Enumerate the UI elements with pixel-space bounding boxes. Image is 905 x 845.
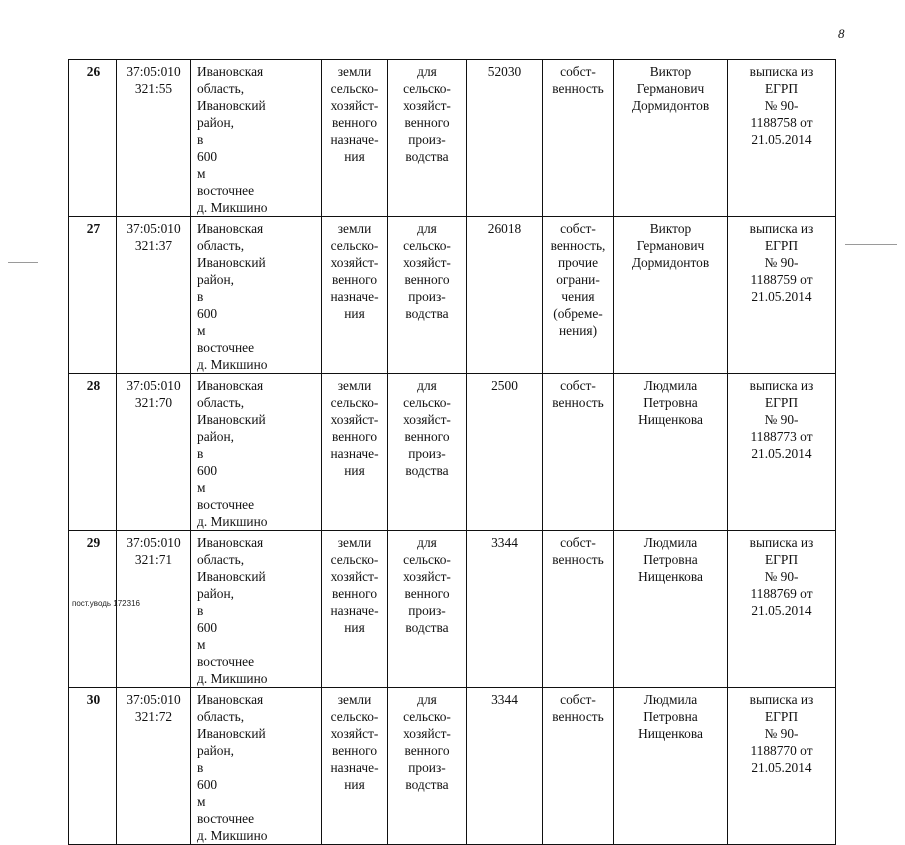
area-cell: [467, 531, 543, 688]
right-type-line: прочие: [557, 255, 599, 270]
land-category-line: назначе-: [330, 446, 379, 461]
land-registry-table: [68, 59, 836, 845]
land-category-line: сельско-: [330, 238, 379, 253]
registry-document-line: № 90-: [764, 412, 799, 427]
table-row: [69, 217, 836, 374]
address-cell: [191, 531, 322, 688]
registry-document-cell: [728, 374, 836, 531]
registry-document-line: 1188769 от: [750, 586, 813, 601]
owner-name-line: Петровна: [643, 395, 698, 410]
address-line: д. Микшино: [197, 514, 268, 529]
permitted-use-cell: [388, 217, 467, 374]
right-type-cell: [543, 688, 614, 845]
row-number: 27: [86, 221, 101, 236]
owner-name-line: Виктор: [649, 221, 692, 236]
land-category-line: сельско-: [330, 81, 379, 96]
land-category-line: венного: [331, 429, 378, 444]
registry-document-line: ЕГРП: [764, 552, 799, 567]
land-category-line: хозяйст-: [330, 726, 379, 741]
registry-document-line: выписка из: [749, 64, 814, 79]
land-category-line: венного: [331, 586, 378, 601]
address-line: район, в 600 м: [197, 429, 235, 495]
right-type-line: собст-: [560, 64, 596, 79]
cadastral-number-line: 321:70: [134, 395, 173, 410]
right-type-line: венность: [552, 709, 604, 724]
cadastral-number-line: 37:05:010: [126, 221, 181, 236]
land-category-line: ния: [344, 777, 365, 792]
cadastral-number-cell: [117, 688, 191, 845]
owner-name-cell: [614, 217, 728, 374]
permitted-use-line: водства: [405, 149, 449, 164]
registry-document-cell: [728, 60, 836, 217]
cadastral-number-line: 37:05:010: [126, 64, 181, 79]
right-type-line: собст-: [560, 221, 596, 236]
owner-name-line: Нищенкова: [638, 726, 703, 741]
area-cell: [467, 217, 543, 374]
land-category-line: хозяйст-: [330, 569, 379, 584]
right-type-line: (обреме-: [553, 306, 603, 321]
row-number-cell: [69, 688, 117, 845]
address-line: Ивановская: [197, 692, 264, 707]
address-line: район, в 600 м: [197, 115, 235, 181]
area-cell: [467, 688, 543, 845]
owner-name-line: Германович: [636, 238, 705, 253]
area: 3344: [491, 692, 518, 707]
address-line: район, в 600 м: [197, 272, 235, 338]
scan-artifact: [8, 262, 38, 263]
address-line: район, в 600 м: [197, 743, 235, 809]
address-cell: [191, 688, 322, 845]
right-type-cell: [543, 60, 614, 217]
cadastral-number-line: 37:05:010: [126, 378, 181, 393]
permitted-use-line: сельско-: [403, 552, 451, 567]
table-row: [69, 688, 836, 845]
permitted-use-line: сельско-: [403, 238, 451, 253]
permitted-use-line: водства: [405, 777, 449, 792]
permitted-use-cell: [388, 688, 467, 845]
owner-name-line: Нищенкова: [638, 412, 703, 427]
land-category-line: ния: [344, 149, 365, 164]
area: 52030: [487, 64, 522, 79]
permitted-use-line: для: [417, 221, 437, 236]
land-category-cell: [322, 374, 388, 531]
owner-name-line: Виктор: [649, 64, 692, 79]
registry-document-line: № 90-: [764, 255, 799, 270]
row-number-cell: [69, 374, 117, 531]
owner-name-cell: [614, 531, 728, 688]
area: 2500: [491, 378, 518, 393]
registry-document-line: 21.05.2014: [751, 760, 812, 775]
permitted-use-line: хозяйст-: [403, 726, 451, 741]
right-type-line: нения): [558, 323, 598, 338]
address-cell: [191, 60, 322, 217]
row-number-cell: [69, 60, 117, 217]
right-type-line: ограни-: [556, 272, 600, 287]
address-line: Ивановская: [197, 535, 264, 550]
owner-name-line: Нищенкова: [638, 569, 703, 584]
address-line: область,: [197, 81, 245, 96]
row-number: 30: [86, 692, 101, 707]
cadastral-number-line: 37:05:010: [126, 535, 181, 550]
permitted-use-line: произ-: [408, 760, 446, 775]
cadastral-number-cell: [117, 60, 191, 217]
row-number: 29: [86, 535, 101, 550]
right-type-line: собст-: [560, 692, 596, 707]
permitted-use-line: венного: [404, 429, 450, 444]
permitted-use-line: произ-: [408, 446, 446, 461]
land-category-line: земли: [337, 64, 372, 79]
cadastral-number-line: 321:72: [134, 709, 173, 724]
address-line: восточнее: [197, 497, 255, 512]
permitted-use-line: венного: [404, 743, 450, 758]
right-type-line: собст-: [560, 378, 596, 393]
address-cell: [191, 374, 322, 531]
permitted-use-line: произ-: [408, 603, 446, 618]
registry-document-line: 21.05.2014: [751, 132, 812, 147]
owner-name-line: Германович: [636, 81, 705, 96]
address-line: Ивановский: [197, 726, 266, 741]
registry-document-line: ЕГРП: [764, 238, 799, 253]
right-type-cell: [543, 217, 614, 374]
registry-document-line: 21.05.2014: [751, 289, 812, 304]
land-category-line: венного: [331, 115, 378, 130]
table-row: [69, 60, 836, 217]
address-line: область,: [197, 709, 245, 724]
land-category-line: назначе-: [330, 132, 379, 147]
owner-name-line: Петровна: [643, 709, 698, 724]
registry-document-cell: [728, 688, 836, 845]
cadastral-number-line: 321:55: [134, 81, 173, 96]
registry-document-line: выписка из: [749, 378, 814, 393]
permitted-use-line: для: [417, 378, 437, 393]
permitted-use-line: венного: [404, 586, 450, 601]
registry-document-line: 1188759 от: [750, 272, 813, 287]
address-line: восточнее: [197, 811, 255, 826]
owner-name-cell: [614, 688, 728, 845]
address-line: Ивановская: [197, 221, 264, 236]
permitted-use-line: водства: [405, 620, 449, 635]
permitted-use-line: водства: [405, 463, 449, 478]
land-category-line: сельско-: [330, 552, 379, 567]
scan-artifact: [845, 244, 897, 245]
right-type-line: венность: [552, 395, 604, 410]
table-body: [69, 60, 836, 845]
registry-document-line: выписка из: [749, 221, 814, 236]
right-type-line: венность: [552, 552, 604, 567]
owner-name-cell: [614, 374, 728, 531]
cadastral-number-line: 321:71: [134, 552, 173, 567]
address-line: Ивановский: [197, 98, 266, 113]
right-type-line: венность: [552, 81, 604, 96]
row-number-cell: [69, 531, 117, 688]
address-line: д. Микшино: [197, 200, 268, 215]
address-line: д. Микшино: [197, 828, 268, 843]
owner-name-line: Людмила: [643, 535, 698, 550]
permitted-use-line: хозяйст-: [403, 412, 451, 427]
permitted-use-line: водства: [405, 306, 449, 321]
address-line: область,: [197, 238, 245, 253]
address-line: Ивановский: [197, 569, 266, 584]
cadastral-number-line: 321:37: [134, 238, 173, 253]
land-category-line: земли: [337, 535, 372, 550]
land-category-cell: [322, 531, 388, 688]
land-category-line: хозяйст-: [330, 412, 379, 427]
land-category-line: венного: [331, 272, 378, 287]
permitted-use-line: венного: [404, 272, 450, 287]
area: 26018: [487, 221, 522, 236]
address-line: Ивановский: [197, 412, 266, 427]
row-number: 28: [86, 378, 101, 393]
land-category-line: хозяйст-: [330, 98, 379, 113]
land-category-line: земли: [337, 221, 372, 236]
address-cell: [191, 217, 322, 374]
permitted-use-cell: [388, 531, 467, 688]
owner-name-line: Людмила: [643, 692, 698, 707]
footer-stamp: пост.уводь 172316: [72, 599, 140, 608]
right-type-line: собст-: [560, 535, 596, 550]
permitted-use-cell: [388, 374, 467, 531]
page-number: 8: [838, 26, 845, 41]
address-line: Ивановская: [197, 378, 264, 393]
permitted-use-line: для: [417, 692, 437, 707]
registry-document-line: ЕГРП: [764, 81, 799, 96]
cadastral-number-line: 37:05:010: [126, 692, 181, 707]
land-category-line: назначе-: [330, 760, 379, 775]
land-category-cell: [322, 688, 388, 845]
right-type-line: венность,: [550, 238, 606, 253]
land-category-line: венного: [331, 743, 378, 758]
registry-document-cell: [728, 217, 836, 374]
registry-document-line: № 90-: [764, 726, 799, 741]
address-line: область,: [197, 395, 245, 410]
cadastral-number-cell: [117, 531, 191, 688]
land-category-line: назначе-: [330, 289, 379, 304]
registry-document-line: № 90-: [764, 98, 799, 113]
registry-document-line: выписка из: [749, 692, 814, 707]
address-line: район, в 600 м: [197, 586, 235, 652]
land-category-line: земли: [337, 692, 372, 707]
owner-name-line: Дормидонтов: [631, 255, 710, 270]
address-line: восточнее: [197, 340, 255, 355]
registry-document-line: ЕГРП: [764, 709, 799, 724]
address-line: д. Микшино: [197, 357, 268, 372]
area-cell: [467, 374, 543, 531]
owner-name-line: Дормидонтов: [631, 98, 710, 113]
land-category-line: сельско-: [330, 709, 379, 724]
permitted-use-line: хозяйст-: [403, 569, 451, 584]
owner-name-line: Людмила: [643, 378, 698, 393]
permitted-use-line: произ-: [408, 132, 446, 147]
area-cell: [467, 60, 543, 217]
permitted-use-line: сельско-: [403, 709, 451, 724]
permitted-use-cell: [388, 60, 467, 217]
land-category-line: ния: [344, 620, 365, 635]
permitted-use-line: сельско-: [403, 81, 451, 96]
permitted-use-line: произ-: [408, 289, 446, 304]
table-row: [69, 531, 836, 688]
address-line: д. Микшино: [197, 671, 268, 686]
right-type-cell: [543, 374, 614, 531]
permitted-use-line: для: [417, 535, 437, 550]
land-category-cell: [322, 60, 388, 217]
registry-document-line: 1188773 от: [750, 429, 813, 444]
permitted-use-line: хозяйст-: [403, 98, 451, 113]
registry-document-line: ЕГРП: [764, 395, 799, 410]
area: 3344: [491, 535, 518, 550]
right-type-cell: [543, 531, 614, 688]
right-type-line: чения: [561, 289, 595, 304]
registry-document-line: выписка из: [749, 535, 814, 550]
permitted-use-line: венного: [404, 115, 450, 130]
cadastral-number-cell: [117, 217, 191, 374]
registry-document-line: № 90-: [764, 569, 799, 584]
land-category-line: ния: [344, 463, 365, 478]
land-category-line: сельско-: [330, 395, 379, 410]
cadastral-number-cell: [117, 374, 191, 531]
permitted-use-line: хозяйст-: [403, 255, 451, 270]
owner-name-cell: [614, 60, 728, 217]
address-line: Ивановский: [197, 255, 266, 270]
land-category-line: земли: [337, 378, 372, 393]
registry-document-cell: [728, 531, 836, 688]
land-category-cell: [322, 217, 388, 374]
land-category-line: назначе-: [330, 603, 379, 618]
row-number-cell: [69, 217, 117, 374]
owner-name-line: Петровна: [643, 552, 698, 567]
land-category-line: хозяйст-: [330, 255, 379, 270]
permitted-use-line: для: [417, 64, 437, 79]
address-line: восточнее: [197, 654, 255, 669]
registry-document-line: 21.05.2014: [751, 446, 812, 461]
registry-document-line: 1188758 от: [750, 115, 813, 130]
registry-document-line: 21.05.2014: [751, 603, 812, 618]
land-category-line: ния: [344, 306, 365, 321]
permitted-use-line: сельско-: [403, 395, 451, 410]
row-number: 26: [86, 64, 101, 79]
address-line: восточнее: [197, 183, 255, 198]
registry-document-line: 1188770 от: [750, 743, 813, 758]
table-row: [69, 374, 836, 531]
address-line: Ивановская: [197, 64, 264, 79]
address-line: область,: [197, 552, 245, 567]
